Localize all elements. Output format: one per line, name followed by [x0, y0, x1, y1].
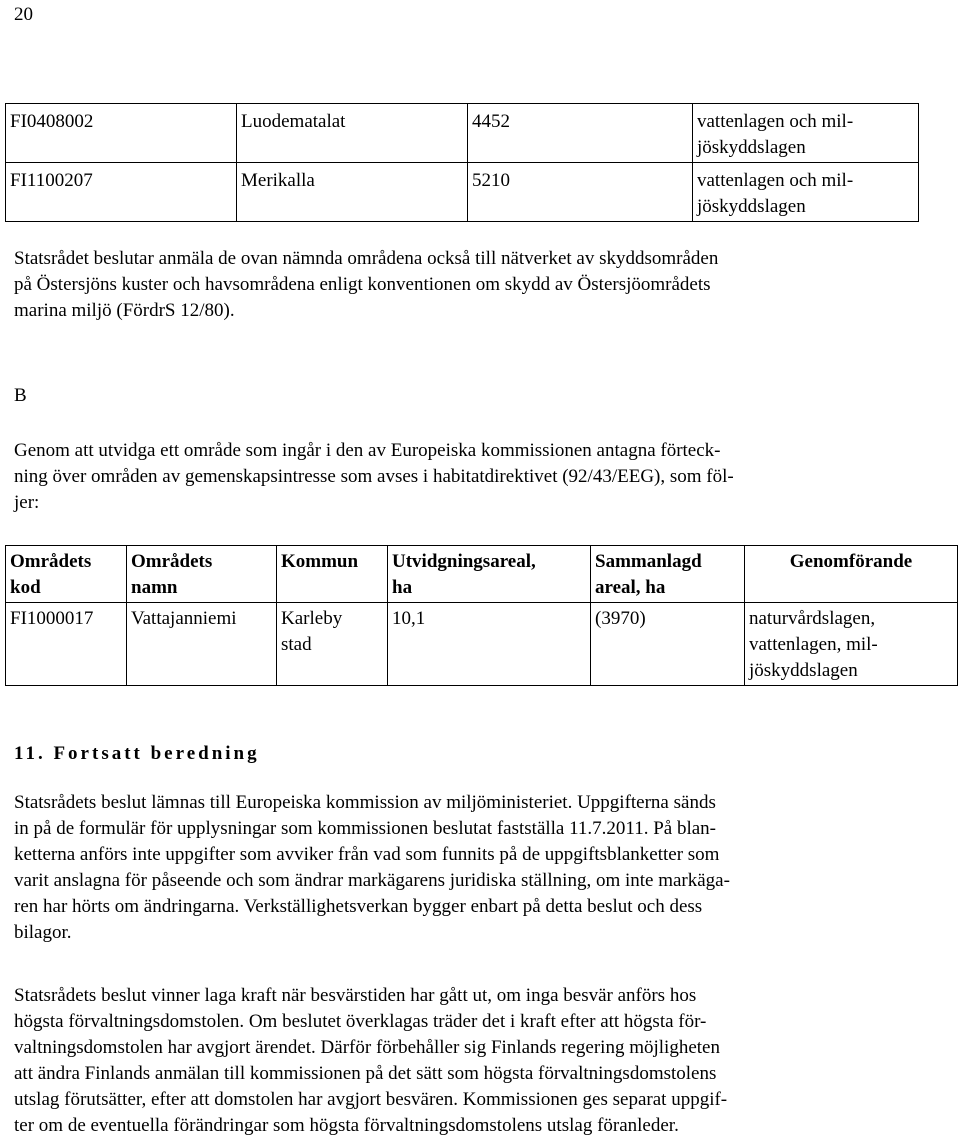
section-marker-b: B: [14, 385, 27, 406]
paragraph-network-notification: [14, 246, 932, 324]
table-header-row: [6, 546, 958, 603]
table-row: [6, 104, 919, 163]
text-line: Statsrådets beslut vinner laga kraft när besvärstiden har gått ut, om inga besvär anförs hos: [14, 985, 697, 1006]
header-text: Sammanlagd: [595, 551, 702, 572]
text-line: ning över områden av gemenskapsintresse som avses i habitatdirektivet (92/43/EEG), som föl-: [14, 466, 734, 487]
header-text: areal, ha: [595, 577, 666, 598]
implementation-line: vattenlagen, mil-: [749, 634, 878, 655]
paragraph-expansion-intro: [14, 438, 932, 516]
text-line: Genom att utvidga ett område som ingår i den av Europeiska kommissionen antagna förteck-: [14, 440, 721, 461]
law-line: vattenlagen och mil-: [697, 111, 854, 132]
implementation-line: jöskyddslagen: [749, 660, 858, 681]
header-total-area: [591, 546, 745, 603]
header-text: Genomförande: [789, 551, 913, 572]
text-line: ter om de eventuella förändringar som högsta förvaltningsdomstolens utslag föranleder.: [14, 1115, 679, 1136]
law-cell: [693, 163, 919, 222]
implementation-cell: [745, 603, 958, 686]
text-line: utslag förutsätter, efter att domstolen har avgjort besvären. Kommissionen ges separat uppgif-: [14, 1089, 728, 1110]
text-line: att ändra Finlands anmälan till kommissionen på det sätt som högsta förvaltningsdomstolens: [14, 1063, 717, 1084]
header-area-code: [6, 546, 127, 603]
header-text: Kommun: [281, 551, 359, 572]
law-line: jöskyddslagen: [697, 196, 806, 217]
protected-areas-table: [5, 103, 919, 222]
text-line: ketterna anförs inte uppgifter som avviker från vad som funnits på de uppgiftsblanketter som: [14, 844, 720, 865]
header-text: Områdets: [131, 551, 213, 572]
text-line: in på de formulär för upplysningar som kommissionen beslutat fastställa 11.7.2011. På blan-: [14, 818, 716, 839]
section-heading: 11. Fortsatt beredning: [14, 743, 260, 764]
text-line: Statsrådets beslut lämnas till Europeiska kommission av miljöministeriet. Uppgifterna sänds: [14, 792, 716, 813]
text-line: bilagor.: [14, 922, 72, 943]
area-code-cell: FI0408002: [6, 104, 237, 163]
header-text: ha: [392, 577, 413, 598]
header-text: Områdets: [10, 551, 92, 572]
total-area-cell: (3970): [591, 603, 745, 686]
expansion-area-cell: 10,1: [388, 603, 591, 686]
page-number: 20: [14, 4, 33, 25]
area-code-cell: FI1100207: [6, 163, 237, 222]
header-area-name: [127, 546, 277, 603]
area-size-cell: 4452: [468, 104, 693, 163]
header-municipality: [277, 546, 388, 603]
header-expansion-area: [388, 546, 591, 603]
municipality-line: stad: [281, 634, 312, 655]
text-line: Statsrådet beslutar anmäla de ovan nämnda områdena också till nätverket av skyddsområden: [14, 248, 719, 269]
expansion-table: [5, 545, 958, 686]
law-cell: [693, 104, 919, 163]
header-text: Utvidgningsareal,: [392, 551, 536, 572]
implementation-line: naturvårdslagen,: [749, 608, 876, 629]
text-line: jer:: [14, 492, 40, 513]
law-line: jöskyddslagen: [697, 137, 806, 158]
header-implementation: [745, 546, 958, 603]
header-text: kod: [10, 577, 41, 598]
municipality-cell: [277, 603, 388, 686]
law-line: vattenlagen och mil-: [697, 170, 854, 191]
text-line: marina miljö (FördrS 12/80).: [14, 300, 235, 321]
text-line: ren har hörts om ändringarna. Verkställighetsverkan bygger enbart på detta beslut och dess: [14, 896, 703, 917]
table-row: [6, 603, 958, 686]
area-name-cell: Vattajanniemi: [127, 603, 277, 686]
text-line: valtningsdomstolen har avgjort ärendet. Därför förbehåller sig Finlands regering möjligheten: [14, 1037, 720, 1058]
text-line: högsta förvaltningsdomstolen. Om beslutet överklagas träder det i kraft efter att högsta för-: [14, 1011, 707, 1032]
area-name-cell: Luodematalat: [237, 104, 468, 163]
paragraph-further-preparation: [14, 790, 932, 946]
area-size-cell: 5210: [468, 163, 693, 222]
area-code-cell: FI1000017: [6, 603, 127, 686]
area-name-cell: Merikalla: [237, 163, 468, 222]
text-line: på Östersjöns kuster och havsområdena enligt konventionen om skydd av Östersjöområdets: [14, 274, 711, 295]
header-text: namn: [131, 577, 178, 598]
text-line: varit anslagna för påseende och som ändrar markägarens juridiska ställning, om inte markäga-: [14, 870, 730, 891]
table-row: [6, 163, 919, 222]
paragraph-legal-force: [14, 983, 932, 1139]
municipality-line: Karleby: [281, 608, 343, 629]
